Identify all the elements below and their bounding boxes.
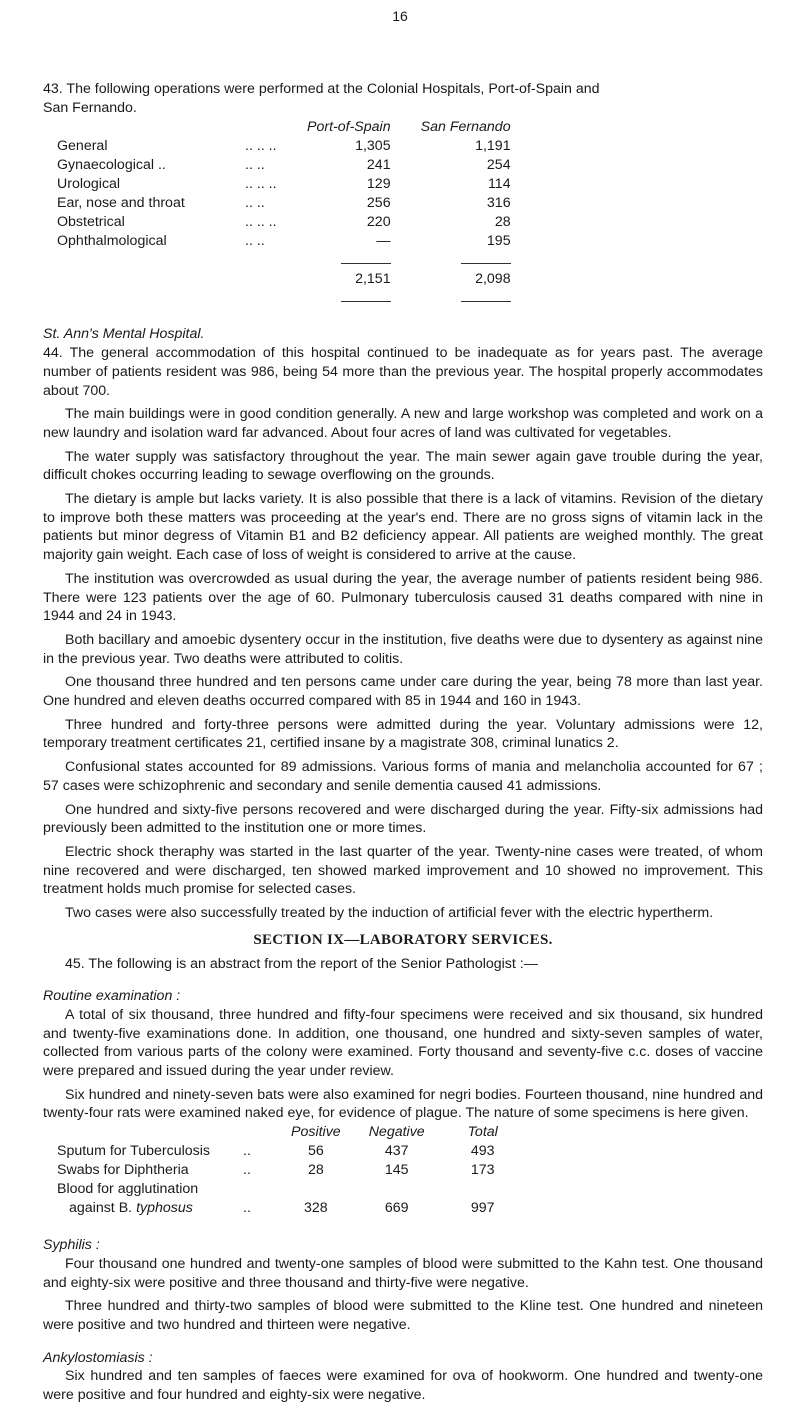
value-port-of-spain: 129: [366, 175, 391, 192]
col-header-positive: Positive: [291, 1124, 341, 1141]
value-port-of-spain: 1,305: [355, 137, 391, 154]
paragraph: One thousand three hundred and ten persons came under care during the year, being 78 more than last year. One hundred and eleven deaths occurred compared with 85 in 1944 and 160 in 1943.: [43, 674, 763, 710]
value-san-fernando: 316: [486, 194, 511, 211]
row-dots: .. ..: [245, 232, 265, 249]
value-san-fernando: 195: [486, 232, 511, 249]
table-row: [57, 193, 511, 212]
row-dots: .. .. ..: [245, 175, 277, 192]
value-positive: 28: [307, 1162, 324, 1179]
col-header-san-fernando: San Fernando: [420, 118, 511, 135]
paragraph: One hundred and sixty-five persons recovered and were discharged during the year. Fifty-six admissions had previously been admitted to the institution one or more times.: [43, 801, 763, 837]
paragraph: Both bacillary and amoebic dysentery occur in the institution, five deaths were due to dysentery as against nine in the previous year. Two deaths were attributed to colitis.: [43, 631, 763, 667]
value-port-of-spain: 220: [366, 213, 391, 230]
value-port-of-spain: —: [376, 232, 391, 249]
row-label-line1: Blood for agglutination: [57, 1181, 199, 1198]
col-header-negative: Negative: [368, 1124, 425, 1141]
col-header-total: Total: [467, 1124, 498, 1141]
row-dots: .. ..: [245, 156, 265, 173]
operations-intro-line2: San Fernando.: [43, 99, 137, 116]
total-san-fernando: 2,098: [475, 270, 511, 287]
rule-row-top: [57, 250, 511, 269]
value-negative: 669: [384, 1200, 409, 1217]
paragraph: Confusional states accounted for 89 admissions. Various forms of mania and melancholia accounted for 67 ; 57 cases were schizophrenic and secondary and senile dementia caused 41 admissions.: [43, 759, 763, 794]
value-san-fernando: 254: [486, 156, 511, 173]
paragraph: Three hundred and thirty-two samples of blood were submitted to the Kline test. One hundred and nineteen were positive and two hundred and thirteen were negative.: [43, 1298, 763, 1333]
routine-heading: Routine examination :: [43, 988, 181, 1005]
value-port-of-spain: 241: [366, 156, 391, 173]
row-dots: .. .. ..: [245, 137, 277, 154]
value-san-fernando: 114: [487, 175, 511, 192]
row-dots: ..: [243, 1162, 251, 1179]
page-number: 16: [392, 8, 408, 24]
row-dots: ..: [243, 1143, 251, 1160]
value-port-of-spain: 256: [366, 194, 391, 211]
row-label: Sputum for Tuberculosis: [57, 1143, 210, 1160]
table-row: [57, 231, 511, 250]
row-dots: .. .. ..: [245, 213, 277, 230]
value-negative: 145: [384, 1162, 409, 1179]
paragraph: Six hundred and ten samples of faeces were examined for ova of hookworm. One hundred and twenty-one were positive and four hundred and eighty-six were negative.: [43, 1368, 763, 1404]
totals-row: [57, 269, 511, 288]
table-row: [57, 174, 511, 193]
row-label: Obstetrical: [57, 213, 125, 230]
lab-table-header: [57, 1123, 513, 1142]
row-label: Ophthalmological: [57, 232, 167, 249]
row-label-line2-plain: against B.: [69, 1200, 133, 1217]
value-positive: 328: [304, 1200, 328, 1217]
row-label: Gynaecological ..: [57, 156, 166, 173]
row-label: Swabs for Diphtheria: [57, 1162, 189, 1179]
row-dots: ..: [243, 1200, 251, 1217]
operations-table-header: [57, 117, 511, 136]
row-label: General: [57, 137, 108, 154]
paragraph: Six hundred and ninety-seven bats were also examined for negri bodies. Fourteen thousand, nine hundred and twenty-four rats were examined naked eye, for evidence of plague. The nature of some specimens is here given.: [43, 1086, 763, 1122]
page-content: [43, 80, 763, 1410]
paragraph: Electric shock theraphy was started in the last quarter of the year. Twenty-nine cases were treated, of whom nine recovered and were discharged, ten showed marked improvement and 10 showed no improvement. This treatment holds much promise for selected cases.: [43, 843, 763, 898]
value-positive: 56: [307, 1143, 324, 1160]
operations-intro-line1: 43. The following operations were performed at the Colonial Hospitals, Port-of-Spain and: [43, 81, 600, 97]
table-row: [57, 1142, 513, 1161]
paragraph: Four thousand one hundred and twenty-one samples of blood were submitted to the Kahn test. One thousand and eighty-six were positive and three thousand and thirty-five were negative.: [43, 1255, 763, 1291]
lab-results-table: [57, 1123, 513, 1218]
table-row: [57, 155, 511, 174]
value-total: 493: [470, 1143, 495, 1160]
double-rule-san-fernando: [461, 301, 511, 302]
total-rule-san-fernando: [461, 263, 511, 264]
operations-intro: [43, 80, 763, 117]
value-san-fernando: 28: [494, 213, 511, 230]
paragraph: The main buildings were in good condition generally. A new and large workshop was completed and work on a new laundry and isolation ward far advanced. About four acres of land was cultivated for vegetables.: [43, 406, 763, 441]
section-heading: SECTION IX—LABORATORY SERVICES.: [253, 931, 553, 948]
table-row: [57, 212, 511, 231]
table-row: [57, 1161, 513, 1180]
row-label: Urological: [57, 175, 121, 192]
row-label: Ear, nose and throat: [57, 194, 185, 211]
rule-row-bottom: [57, 288, 511, 307]
paragraph: The water supply was satisfactory throughout the year. The main sewer again gave trouble during the year, difficult chokes occurring leading to sewage overflowing on the grounds.: [43, 448, 763, 484]
value-total: 997: [470, 1200, 495, 1217]
paragraph: 44. The general accommodation of this hospital continued to be inadequate as for years past. The average number of patients resident was 986, being 54 more than the previous year. The hospital properly accommodates about 700.: [43, 345, 763, 399]
ankylostomiasis-heading: Ankylostomiasis :: [43, 1349, 153, 1366]
operations-table: [57, 117, 511, 307]
double-rule-port-of-spain: [341, 301, 391, 302]
paragraph: Two cases were also successfully treated by the induction of artificial fever with the electric hypertherm.: [65, 905, 714, 922]
st-anns-heading: St. Ann's Mental Hospital.: [43, 326, 205, 343]
table-row: [57, 136, 511, 155]
row-dots: .. ..: [245, 194, 265, 211]
paragraph: The dietary is ample but lacks variety. It is also possible that there is a lack of vitamins. Revision of the dietary to improve both these matters was proceeding at the year's end. There are no gross signs of vitamin lack in the patients but minor degress of Vitamin B1 and B2 deficiency appear. All patients are weighed monthly. The great majority gain weight. Each case of loss of weight is considered to arrive at the cause.: [43, 491, 763, 564]
paragraph: Three hundred and forty-three persons were admitted during the year. Voluntary admissions were 12, temporary treatment certificates 21, certified insane by a magistrate 308, criminal lunatics 2.: [43, 716, 763, 752]
row-label-multiline: [57, 1180, 243, 1218]
value-negative: 437: [384, 1143, 409, 1160]
syphilis-heading: Syphilis :: [43, 1237, 100, 1254]
value-san-fernando: 1,191: [475, 137, 511, 154]
table-row: [57, 1180, 513, 1218]
paragraph: A total of six thousand, three hundred and fifty-four specimens were received and six thousand, six hundred and twenty-five examinations done. In addition, one thousand, one hundred and sixty-seven samples of water, collected from various parts of the colony were examined. Forty thousand and seventy-five c.c. doses of vaccine were prepared and issued during the year under review.: [43, 1006, 763, 1080]
paragraph: The institution was overcrowded as usual during the year, the average number of patients resident being 986. There were 123 patients over the age of 60. Pulmonary tuberculosis caused 31 deaths compared with nine in 1944 and 24 in 1943.: [43, 570, 763, 625]
section-intro: 45. The following is an abstract from the report of the Senior Pathologist :—: [65, 955, 538, 972]
total-rule-port-of-spain: [341, 263, 391, 264]
value-total: 173: [470, 1162, 495, 1179]
total-port-of-spain: 2,151: [355, 270, 391, 287]
row-label-line2-italic: typhosus: [136, 1200, 193, 1217]
col-header-port-of-spain: Port-of-Spain: [307, 118, 391, 135]
